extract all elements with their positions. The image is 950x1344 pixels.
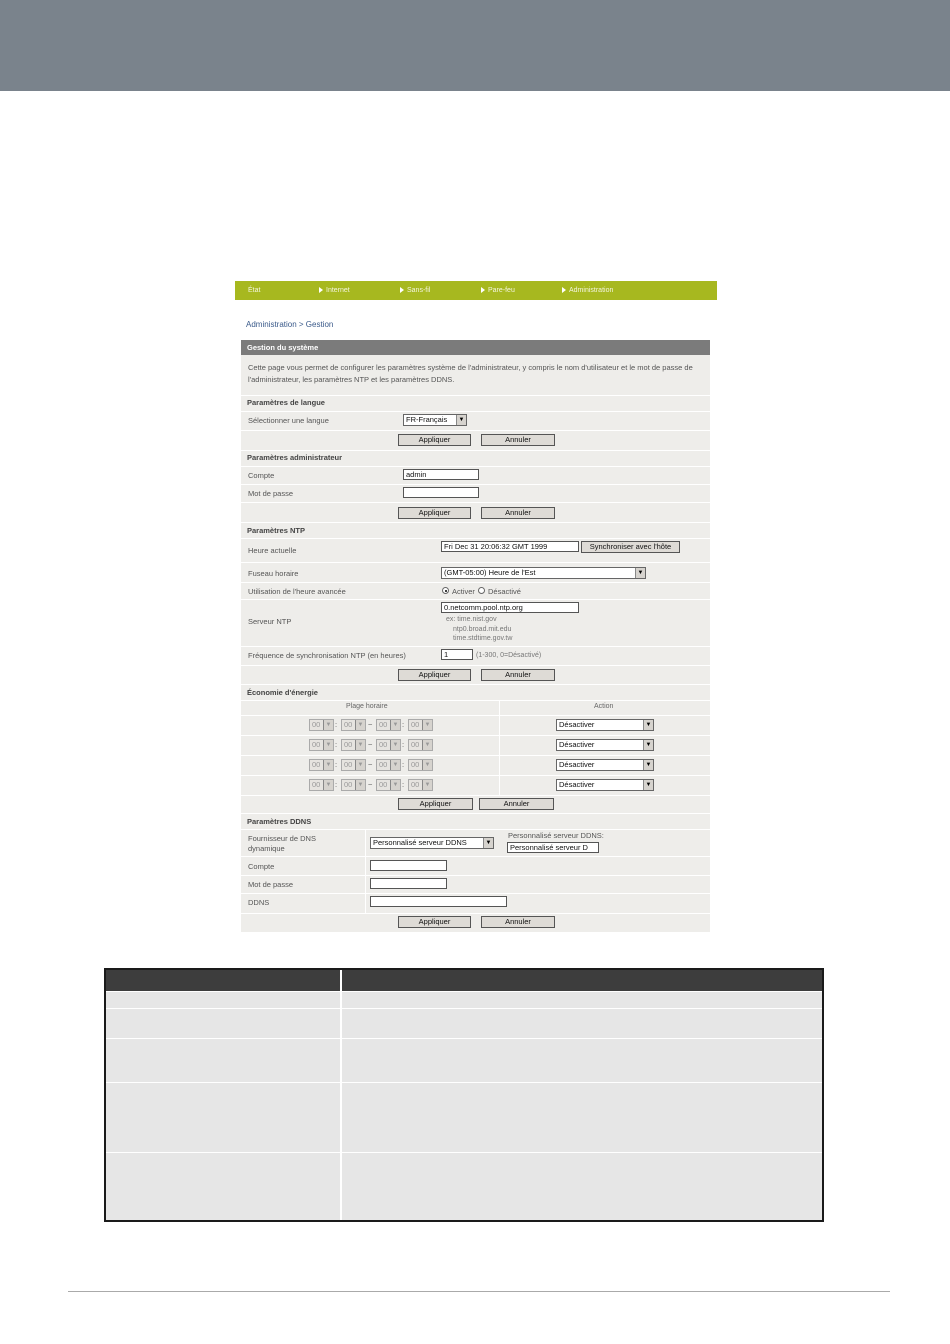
time-value: 00 [411,780,420,789]
ddns-cancel-button[interactable]: Annuler [481,916,555,928]
energy-apply-button[interactable]: Appliquer [398,798,473,810]
language-label: Sélectionner une langue [248,416,329,425]
divider [241,450,710,451]
divider [241,484,710,485]
ddns-password-label: Mot de passe [248,880,294,889]
action-value: Désactiver [559,720,595,729]
chevron-down-icon: ▼ [422,760,432,770]
chevron-down-icon: ▼ [323,720,333,730]
ddns-password-input[interactable] [370,878,447,889]
admin-section-title: Paramètres administrateur [247,453,343,462]
energy-section-title: Économie d'énergie [247,688,318,697]
time-select[interactable] [376,779,401,791]
divider [241,893,710,894]
ddns-apply-button[interactable]: Appliquer [398,916,471,928]
current-time-label: Heure actuelle [248,546,297,555]
time-separator: : [335,760,338,769]
ddns-provider-label: Fournisseur de DNS [248,834,316,843]
nav-item-internet[interactable] [319,281,350,300]
ntp-server-hint-2: ntp0.broad.mit.edu [453,626,512,633]
time-select[interactable] [408,759,433,771]
time-separator: : [402,740,405,749]
intro-text: Cette page vous permet de configurer les paramètres système de l'administrateur, y compris le nom d'utilisateur et le mot de passe de l'administrateur, les paramètres NTP et les paramètres DDNS. [248,363,693,384]
arrow-right-icon [400,287,404,293]
chevron-down-icon: ▼ [355,780,365,790]
sync-host-button[interactable]: Synchroniser avec l'hôte [581,541,680,553]
time-select[interactable] [408,779,433,791]
chevron-down-icon: ▼ [355,720,365,730]
time-select[interactable] [309,739,334,751]
table-row [106,1008,822,1038]
chevron-down-icon: ▼ [643,760,653,770]
time-value: 00 [344,720,353,729]
range-separator: ~ [368,780,373,789]
description-table [104,968,824,1222]
dst-disabled-radio[interactable] [478,587,485,594]
time-select[interactable] [408,719,433,731]
divider [241,856,710,857]
arrow-right-icon [562,287,566,293]
time-separator: : [402,720,405,729]
divider [241,775,710,776]
divider [241,522,710,523]
time-select[interactable] [341,759,366,771]
divider [241,599,710,600]
chevron-down-icon: ▼ [323,780,333,790]
nav-label: Sans-fil [407,287,431,294]
ntp-frequency-hint: (1-300, 0=Désactivé) [476,652,542,659]
chevron-down-icon: ▼ [643,740,653,750]
ddns-section-title: Paramètres DDNS [247,817,312,826]
page-title: Gestion du système [241,340,710,355]
action-select[interactable] [556,779,654,791]
ntp-server-label: Serveur NTP [248,617,292,626]
nav-label: Internet [326,287,350,294]
custom-ddns-label: Personnalisé serveur DDNS: [508,831,604,840]
ddns-hostname-input[interactable] [370,896,507,907]
dst-activate-radio[interactable] [442,587,449,594]
arrow-right-icon [319,287,323,293]
language-selected: FR-Français [406,415,448,424]
chevron-down-icon: ▼ [390,740,400,750]
time-separator: : [335,720,338,729]
divider [241,466,710,467]
time-select[interactable] [341,719,366,731]
range-separator: ~ [368,760,373,769]
time-select[interactable] [376,759,401,771]
ntp-cancel-button[interactable]: Annuler [481,669,555,681]
dst-label: Utilisation de l'heure avancée [248,587,346,596]
chevron-down-icon: ▼ [635,568,645,578]
ntp-server-hint-1: ex: time.nist.gov [446,616,497,623]
time-select[interactable] [341,779,366,791]
divider [241,715,710,716]
chevron-down-icon: ▼ [643,720,653,730]
chevron-down-icon: ▼ [456,415,466,425]
chevron-down-icon: ▼ [390,780,400,790]
table-row [106,991,822,1008]
time-value: 00 [379,780,388,789]
divider [241,538,710,539]
admin-password-input[interactable] [403,487,479,498]
admin-apply-button[interactable]: Appliquer [398,507,471,519]
time-select[interactable] [309,759,334,771]
ntp-server-input[interactable]: 0.netcomm.pool.ntp.org [441,602,579,613]
system-management-panel [241,340,710,932]
time-value: 00 [344,780,353,789]
dst-disabled-label: Désactivé [488,587,521,596]
time-value: 00 [411,720,420,729]
time-select[interactable] [309,719,334,731]
language-section-title: Paramètres de langue [247,398,325,407]
chevron-down-icon: ▼ [643,780,653,790]
table-row [106,1038,822,1082]
divider [241,665,710,666]
time-value: 00 [344,740,353,749]
time-separator: : [402,760,405,769]
column-divider [340,970,342,1220]
chevron-down-icon: ▼ [422,720,432,730]
time-select[interactable] [309,779,334,791]
divider [241,562,710,563]
footer-rule [68,1291,890,1292]
arrow-right-icon [481,287,485,293]
ntp-section-title: Paramètres NTP [247,526,305,535]
divider [241,430,710,431]
time-separator: : [335,740,338,749]
nav-item-pare-feu[interactable] [481,281,515,300]
table-row [106,1152,822,1220]
nav-label: Administration [569,287,614,294]
range-separator: ~ [368,720,373,729]
divider [241,795,710,796]
chevron-down-icon: ▼ [355,740,365,750]
chevron-down-icon: ▼ [422,780,432,790]
column-divider [365,829,366,913]
nav-item-sans-fil[interactable] [400,281,430,300]
action-select[interactable] [556,719,654,731]
current-time-input[interactable]: Fri Dec 31 20:06:32 GMT 1999 [441,541,579,552]
chevron-down-icon: ▼ [422,740,432,750]
chevron-down-icon: ▼ [390,760,400,770]
nav-label: État [248,287,261,294]
ddns-provider-select[interactable] [370,837,494,849]
ntp-apply-button[interactable]: Appliquer [398,669,471,681]
time-separator: : [335,780,338,789]
time-separator: : [402,780,405,789]
action-value: Désactiver [559,760,595,769]
custom-ddns-input[interactable]: Personnalisé serveur D [507,842,599,853]
ddns-account-label: Compte [248,862,275,871]
admin-cancel-button[interactable]: Annuler [481,507,555,519]
ddns-hostname-label: DDNS [248,898,270,907]
divider [241,582,710,583]
action-value: Désactiver [559,740,595,749]
nav-label: Pare-feu [488,287,515,294]
language-apply-button[interactable]: Appliquer [398,434,471,446]
time-value: 00 [379,740,388,749]
admin-account-input[interactable]: admin [403,469,479,480]
range-separator: ~ [368,740,373,749]
time-range-header: Plage horaire [346,703,388,710]
time-value: 00 [411,760,420,769]
ddns-provider-label-2: dynamique [248,844,285,853]
time-value: 00 [411,740,420,749]
divider [241,875,710,876]
nav-item-etat[interactable] [248,281,260,300]
divider [241,646,710,647]
chevron-down-icon: ▼ [483,838,493,848]
ntp-frequency-label: Fréquence de synchronisation NTP (en heures) [248,651,406,660]
admin-account-label: Compte [248,471,275,480]
language-select[interactable] [403,414,467,426]
chevron-down-icon: ▼ [323,760,333,770]
divider [241,735,710,736]
description-table-header [106,970,822,991]
top-banner [0,0,950,91]
divider [241,755,710,756]
breadcrumb[interactable]: Administration > Gestion [246,320,334,329]
divider [241,700,710,701]
chevron-down-icon: ▼ [355,760,365,770]
divider [241,829,710,830]
divider [241,395,710,396]
admin-password-label: Mot de passe [248,489,294,498]
action-value: Désactiver [559,780,595,789]
time-value: 00 [379,760,388,769]
ntp-server-hint-3: time.stdtime.gov.tw [453,635,513,642]
timezone-label: Fuseau horaire [248,569,299,578]
action-header: Action [594,703,614,710]
ntp-frequency-input[interactable]: 1 [441,649,473,660]
ddns-provider-selected: Personnalisé serveur DDNS [373,838,467,847]
time-select[interactable] [408,739,433,751]
time-value: 00 [312,720,321,729]
divider [241,684,710,685]
action-select[interactable] [556,739,654,751]
time-select[interactable] [341,739,366,751]
time-value: 00 [312,780,321,789]
time-select[interactable] [376,719,401,731]
action-select[interactable] [556,759,654,771]
router-nav-bar [235,281,717,300]
time-value: 00 [312,760,321,769]
energy-cancel-button[interactable]: Annuler [479,798,554,810]
divider [241,502,710,503]
divider [241,411,710,412]
chevron-down-icon: ▼ [390,720,400,730]
timezone-select[interactable] [441,567,646,579]
time-value: 00 [344,760,353,769]
time-value: 00 [379,720,388,729]
dst-activate-label: Activer [452,587,475,596]
ddns-account-input[interactable] [370,860,447,871]
language-cancel-button[interactable]: Annuler [481,434,555,446]
nav-item-administration[interactable] [562,281,613,300]
divider [241,913,710,914]
time-value: 00 [312,740,321,749]
chevron-down-icon: ▼ [323,740,333,750]
divider [241,813,710,814]
time-select[interactable] [376,739,401,751]
timezone-selected: (GMT-05:00) Heure de l'Est [444,568,536,577]
table-row [106,1082,822,1152]
